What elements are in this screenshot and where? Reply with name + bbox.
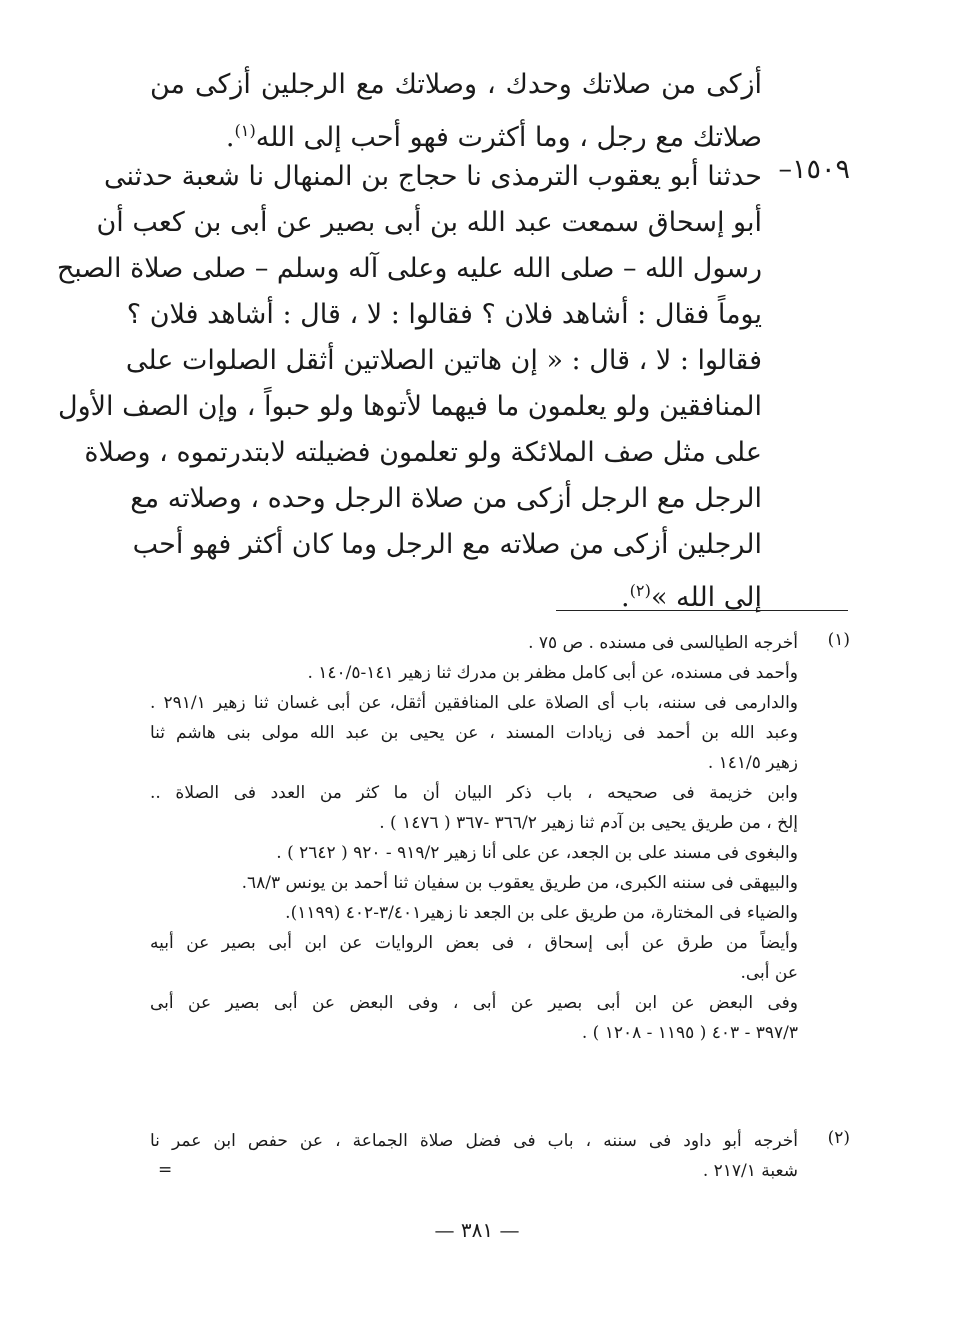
main-text-span: إلى الله »: [650, 582, 762, 613]
main-text-line: الرجلين أزكى من صلاته مع الرجل وما كان أكثر فهو أحب: [132, 529, 762, 560]
footnote-line: والبيهقى فى سننه الكبرى، من طريق يعقوب بن سفيان ثنا أحمد بن يونس ٦٨/٣.: [241, 873, 798, 893]
footnote-line: وأحمد فى مسنده، عن أبى كامل مظفر بن مدرك ثنا زهير ١٤١-١٤٠/٥ .: [307, 663, 798, 683]
main-text-line: أبو إسحاق سمعت عبد الله بن أبى بصير عن أبى بن كعب أن: [96, 207, 762, 238]
footnote-number: (٢): [827, 1128, 850, 1148]
main-text-span: صلاتك مع رجل ، وما أكثرت فهو أحب إلى الله: [255, 122, 762, 153]
footnote-number: (١): [827, 630, 850, 650]
main-text-line: [150, 108, 762, 154]
footnote-line: وأيضاً من طرق عن أبى إسحاق ، فى بعض الروايات عن ابن أبى بصير عن أبيه: [150, 933, 798, 953]
footnote-line: وعبد الله بن أحمد فى زيادات المسند ، عن يحيى بن عبد الله مولى بنى هاشم ثنا: [150, 723, 798, 743]
main-text-line: فقالوا : لا ، قال : « إن هاتين الصلاتين أثقل الصلوات على: [125, 345, 762, 376]
footnote-line: ٣٩٧/٣ - ٤٠٣ ( ١١٩٥ - ١٢٠٨ ) .: [581, 1023, 798, 1043]
footnote-ref: (١): [234, 121, 256, 140]
footnote-line: والبغوى فى مسند على بن الجعد، عن على أنا زهير ٩١٩/٢ - ٩٢٠ ( ٢٦٤٢ ) .: [276, 843, 798, 863]
footnote-line: وفى البعض عن ابن أبى بصير عن أبى ، وفى البعض عن أبى بصير عن أبى: [150, 993, 798, 1013]
footnote-1: [150, 628, 850, 1048]
main-text-line: [150, 568, 762, 614]
page-number: — ٣٨١ —: [434, 1218, 520, 1242]
footnote-line: وابن خزيمة فى صحيحه ، باب ذكر البيان أن ما كثر من العدد فى الصلاة ..: [150, 783, 798, 803]
hadith-number: ١٥٠٩–: [778, 154, 850, 185]
main-text-line: على مثل صف الملائكة ولو تعلمون فضيلته لابتدرتموه ، وصلاة: [84, 437, 762, 468]
footnote-2: [150, 1126, 850, 1186]
sentence-end: .: [620, 582, 630, 613]
hadith-paragraph: [56, 154, 850, 614]
main-text-line: المنافقين ولو يعلمون ما فيهما لأتوها ولو حبواً ، وإن الصف الأول: [57, 391, 762, 422]
continuation-mark: =: [158, 1160, 173, 1180]
main-paragraph-continuation: [150, 62, 850, 154]
footnote-line: عن أبى.: [740, 963, 798, 983]
footnote-line: زهير ١٤١/٥ .: [707, 753, 798, 773]
main-text-line: رسول الله – صلى الله عليه وعلى آله وسلم – صلى صلاة الصبح: [56, 253, 762, 284]
footnote-ref: (٢): [629, 581, 651, 600]
footnote-line: أخرجه أبو داود فى سننه ، باب فى فضل صلاة الجماعة ، عن حفص ابن عمر نا: [150, 1131, 798, 1151]
footnote-line: والضياء فى المختارة، من طريق على بن الجعد نا زهير٣/٤٠١-٤٠٢ (١١٩٩).: [285, 903, 798, 923]
footnote-line: والدارمى فى سننه، باب أى الصلاة على المنافقين أثقل، عن أبى غسان ثنا زهير ٢٩١/١ .: [150, 693, 798, 713]
footnote-line: إلخ ، من طريق يحيى بن آدم ثنا زهير ٣٦٦/٢ -٣٦٧ ( ١٤٧٦ ) .: [379, 813, 798, 833]
main-text-line: يوماً فقال : أشاهد فلان ؟ فقالوا : لا ، قال : أشاهد فلان ؟: [126, 299, 762, 330]
footnote-line: شعبة ٢١٧/١ .: [702, 1161, 798, 1181]
main-text-line: حدثنا أبو يعقوب الترمذى نا حجاج بن المنهال نا شعبة حدثنى: [103, 161, 762, 192]
footnote-separator: [556, 610, 848, 611]
main-text-line: أزكى من صلاتك وحدك ، وصلاتك مع الرجلين أزكى من: [150, 69, 762, 100]
sentence-end: .: [225, 122, 235, 153]
footnote-line: أخرجه الطيالسى فى مسنده . ص ٧٥ .: [528, 633, 798, 653]
main-text-line: الرجل مع الرجل أزكى من صلاة الرجل وحده ، وصلاته مع: [130, 483, 762, 514]
